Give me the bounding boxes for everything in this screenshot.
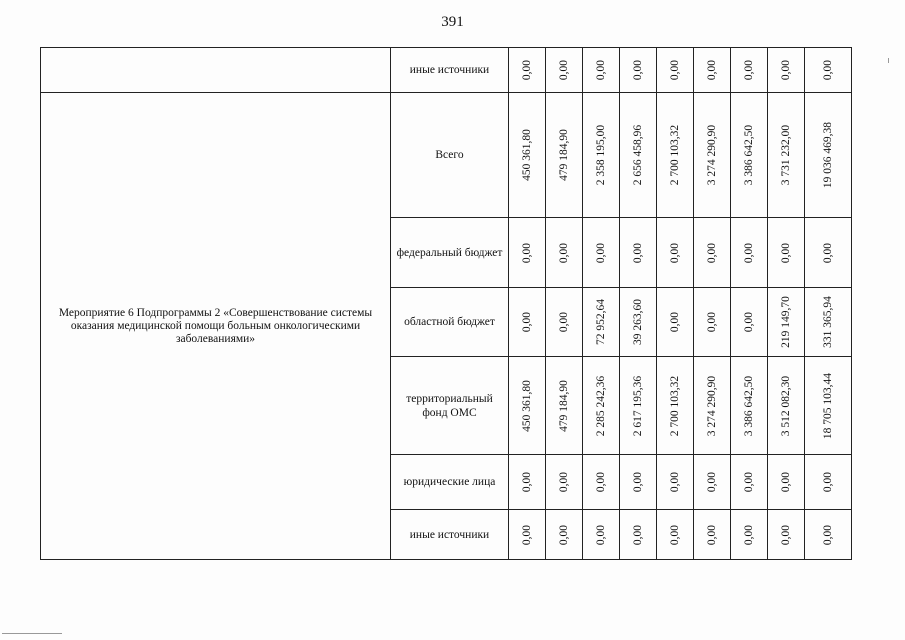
value-text: 18 705 103,44 xyxy=(822,372,834,439)
value-text: 2 700 103,32 xyxy=(669,124,681,186)
value-text: 3 386 642,50 xyxy=(743,124,755,186)
value-cell xyxy=(546,288,583,357)
value-cell xyxy=(620,455,657,510)
total-cell xyxy=(805,218,852,288)
value-cell xyxy=(731,357,768,455)
value-text: 0,00 xyxy=(706,471,718,493)
total-cell xyxy=(805,455,852,510)
value-text: 0,00 xyxy=(743,471,755,493)
value-text: 0,00 xyxy=(632,524,644,545)
value-cell xyxy=(657,510,694,560)
value-cell xyxy=(731,48,768,93)
value-cell xyxy=(731,455,768,510)
value-cell xyxy=(657,218,694,288)
value-cell xyxy=(657,357,694,455)
value-cell xyxy=(768,455,805,510)
value-text: 3 274 290,90 xyxy=(706,375,718,436)
page-number: 391 xyxy=(441,14,464,30)
scan-mark-bottom xyxy=(2,633,62,634)
value-text: 2 358 195,00 xyxy=(595,124,607,186)
value-text: 0,00 xyxy=(521,471,533,493)
value-text: 72 952,64 xyxy=(595,299,607,345)
funding-source-label: юридические лица xyxy=(391,455,509,510)
value-cell xyxy=(583,288,620,357)
value-cell xyxy=(509,288,546,357)
value-text: 331 365,94 xyxy=(822,296,834,348)
value-text: 0,00 xyxy=(780,59,792,81)
value-text: 0,00 xyxy=(632,471,644,493)
value-cell xyxy=(509,48,546,93)
table-row xyxy=(41,93,852,218)
value-cell xyxy=(768,93,805,218)
value-text: 39 263,60 xyxy=(632,299,644,345)
value-cell xyxy=(509,357,546,455)
scan-mark-right xyxy=(888,58,889,63)
value-text: 0,00 xyxy=(706,524,718,545)
funding-source-label: территориальный фонд ОМС xyxy=(391,357,509,455)
value-cell xyxy=(546,357,583,455)
value-text: 219 149,70 xyxy=(780,296,792,348)
value-text: 0,00 xyxy=(669,471,681,493)
value-cell xyxy=(731,218,768,288)
value-cell xyxy=(694,288,731,357)
value-text: 0,00 xyxy=(558,242,570,263)
funding-source-label: иные источники xyxy=(391,48,509,93)
value-cell xyxy=(620,93,657,218)
value-text: 0,00 xyxy=(780,471,792,493)
value-text: 0,00 xyxy=(669,59,681,81)
value-text: 0,00 xyxy=(669,242,681,263)
value-text: 479 184,90 xyxy=(558,129,570,181)
value-text: 19 036 469,38 xyxy=(822,121,834,189)
funding-source-label: иные источники xyxy=(391,510,509,560)
value-cell xyxy=(768,48,805,93)
value-text: 0,00 xyxy=(822,59,834,81)
value-cell xyxy=(583,48,620,93)
value-text: 2 700 103,32 xyxy=(669,375,681,436)
value-text: 0,00 xyxy=(706,59,718,81)
value-cell xyxy=(657,455,694,510)
value-cell xyxy=(546,93,583,218)
value-cell xyxy=(509,510,546,560)
value-text: 0,00 xyxy=(558,471,570,493)
value-cell xyxy=(620,357,657,455)
activity-cell-empty xyxy=(41,48,391,93)
table-row-continuation xyxy=(41,48,852,93)
total-cell xyxy=(805,288,852,357)
value-cell xyxy=(620,510,657,560)
total-cell xyxy=(805,93,852,218)
funding-source-label: федеральный бюджет xyxy=(391,218,509,288)
value-text: 0,00 xyxy=(822,242,834,263)
value-text: 0,00 xyxy=(521,59,533,81)
value-text: 0,00 xyxy=(558,524,570,545)
value-cell xyxy=(509,455,546,510)
value-text: 0,00 xyxy=(743,59,755,81)
value-text: 0,00 xyxy=(706,311,718,333)
value-cell xyxy=(583,455,620,510)
value-cell xyxy=(546,218,583,288)
value-text: 2 285 242,36 xyxy=(595,375,607,436)
value-cell xyxy=(583,93,620,218)
value-cell xyxy=(657,93,694,218)
value-text: 2 617 195,36 xyxy=(632,375,644,436)
value-cell xyxy=(768,288,805,357)
value-cell xyxy=(546,48,583,93)
value-cell xyxy=(694,218,731,288)
value-text: 0,00 xyxy=(595,242,607,263)
total-cell xyxy=(805,48,852,93)
value-cell xyxy=(620,48,657,93)
value-cell xyxy=(768,357,805,455)
value-text: 0,00 xyxy=(780,242,792,263)
value-text: 0,00 xyxy=(822,471,834,493)
value-text: 0,00 xyxy=(632,242,644,263)
value-text: 0,00 xyxy=(632,59,644,81)
value-cell xyxy=(731,510,768,560)
value-cell xyxy=(694,510,731,560)
value-cell xyxy=(768,218,805,288)
value-text: 0,00 xyxy=(743,311,755,333)
value-text: 0,00 xyxy=(521,524,533,545)
total-cell xyxy=(805,510,852,560)
value-cell xyxy=(731,93,768,218)
value-text: 2 656 458,96 xyxy=(632,124,644,186)
value-cell xyxy=(546,510,583,560)
value-cell xyxy=(694,93,731,218)
value-text: 0,00 xyxy=(706,242,718,263)
value-cell xyxy=(509,218,546,288)
value-text: 3 386 642,50 xyxy=(743,375,755,436)
value-cell xyxy=(657,48,694,93)
value-cell xyxy=(620,288,657,357)
value-text: 479 184,90 xyxy=(558,379,570,432)
value-text: 450 361,80 xyxy=(521,129,533,181)
activity-title: Мероприятие 6 Подпрограммы 2 «Совершенствование системы оказания медицинской помощи больным онкологическими заболеваниями» xyxy=(41,93,391,560)
value-text: 0,00 xyxy=(669,311,681,333)
value-text: 0,00 xyxy=(558,311,570,333)
value-text: 0,00 xyxy=(669,524,681,545)
value-text: 3 274 290,90 xyxy=(706,124,718,186)
value-cell xyxy=(583,357,620,455)
value-text: 3 512 082,30 xyxy=(780,375,792,436)
value-text: 0,00 xyxy=(743,242,755,263)
value-cell xyxy=(509,93,546,218)
value-text: 0,00 xyxy=(595,471,607,493)
value-cell xyxy=(620,218,657,288)
value-text: 0,00 xyxy=(743,524,755,545)
value-text: 3 731 232,00 xyxy=(780,124,792,186)
value-cell xyxy=(694,48,731,93)
value-text: 0,00 xyxy=(822,524,834,545)
value-text: 0,00 xyxy=(780,524,792,545)
value-text: 0,00 xyxy=(521,242,533,263)
value-cell xyxy=(583,218,620,288)
funding-table xyxy=(40,47,852,560)
value-cell xyxy=(694,357,731,455)
value-cell xyxy=(731,288,768,357)
value-cell xyxy=(768,510,805,560)
value-text: 0,00 xyxy=(595,59,607,81)
value-cell xyxy=(657,288,694,357)
value-cell xyxy=(583,510,620,560)
value-cell xyxy=(694,455,731,510)
funding-source-label: Всего xyxy=(391,93,509,218)
value-text: 450 361,80 xyxy=(521,379,533,432)
value-text: 0,00 xyxy=(558,59,570,81)
value-text: 0,00 xyxy=(521,311,533,333)
funding-source-label: областной бюджет xyxy=(391,288,509,357)
value-text: 0,00 xyxy=(595,524,607,545)
value-cell xyxy=(546,455,583,510)
total-cell xyxy=(805,357,852,455)
